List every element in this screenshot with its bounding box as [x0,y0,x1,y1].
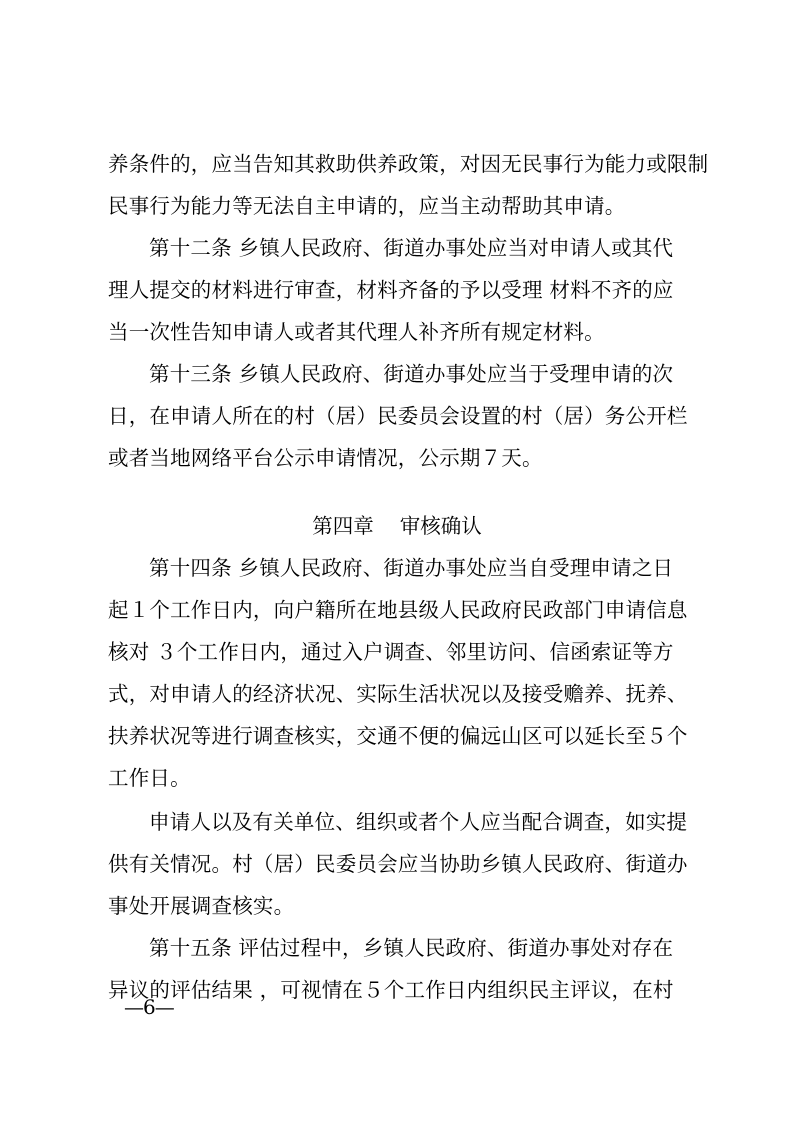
paragraph-line: 民事行为能力等无法自主申请的，应当主动帮助其申请。 [108,194,626,218]
paragraph-line: 扶养状况等进行调查核实，交通不便的偏远山区可以延长至５个 [108,724,688,748]
paragraph-line: 工作日。 [108,766,191,790]
chapter-heading: 第四章 审核确认 [312,514,482,538]
paragraph-line: 日，在申请人所在的村（居）民委员会设置的村（居）务公开栏 [108,404,688,428]
paragraph-line: 事处开展调查核实。 [108,894,295,918]
article-14-line: 第十四条 乡镇人民政府、街道办事处应当自受理申请之日 [149,556,674,580]
article-12-line: 第十二条 乡镇人民政府、街道办事处应当对申请人或其代 [149,236,674,260]
paragraph-line: 养条件的，应当告知其救助供养政策，对因无民事行为能力或限制 [108,152,709,176]
page-number: —6— [124,995,174,1019]
paragraph-line: 起１个工作日内，向户籍所在地县级人民政府民政部门申请信息 [108,598,688,622]
paragraph-line: 或者当地网络平台公示申请情况，公示期７天。 [108,446,543,470]
paragraph-line: 异议的评估结果 ，可视情在５个工作日内组织民主评议，在村 [108,978,674,1002]
article-15-line: 第十五条 评估过程中，乡镇人民政府、街道办事处对存在 [149,936,674,960]
paragraph-line: 当一次性告知申请人或者其代理人补齐所有规定材料。 [108,320,605,344]
paragraph-line: 供有关情况。村（居）民委员会应当协助乡镇人民政府、街道办 [108,852,688,876]
paragraph-line: 核对 ３个工作日内，通过入户调查、邻里访问、信函索证等方 [108,640,674,664]
paragraph-line: 式，对申请人的经济状况、实际生活状况以及接受赡养、抚养、 [108,682,688,706]
paragraph-line: 理人提交的材料进行审查，材料齐备的予以受理 材料不齐的应 [108,278,674,302]
article-13-line: 第十三条 乡镇人民政府、街道办事处应当于受理申请的次 [149,362,674,386]
paragraph-line: 申请人以及有关单位、组织或者个人应当配合调查，如实提 [149,810,688,834]
